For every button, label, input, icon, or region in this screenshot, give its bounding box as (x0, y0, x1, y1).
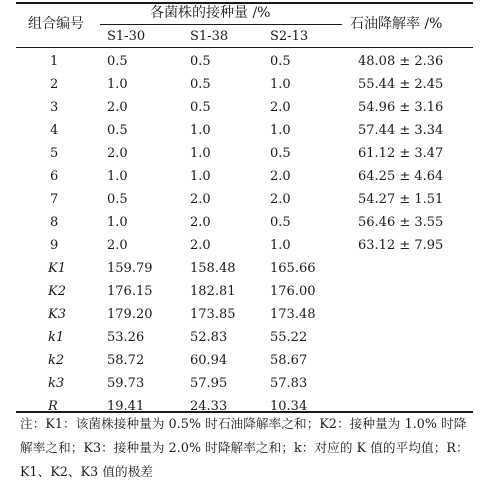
s1-38-cell: 24.33 (190, 399, 228, 414)
s2-13-cell: 57.83 (270, 376, 308, 391)
group-id-cell: 3 (50, 100, 59, 115)
degradation-rate-cell: 54.96 ± 3.16 (358, 100, 444, 115)
strain-header-s1-38: S1-38 (190, 29, 229, 44)
s1-30-cell: 1.0 (107, 215, 128, 230)
statistic-label-cell: k2 (48, 353, 65, 368)
s2-13-cell: 10.34 (270, 399, 308, 414)
s2-13-cell: 2.0 (270, 192, 291, 207)
degradation-rate-cell: 55.44 ± 2.45 (358, 77, 444, 92)
header-bottom-rule (16, 47, 473, 48)
s2-13-cell: 58.67 (270, 353, 308, 368)
degradation-rate-cell: 54.27 ± 1.51 (358, 192, 444, 207)
s1-38-cell: 0.5 (190, 54, 211, 69)
inoculum-amount-header: 各菌株的接种量 /% (150, 5, 271, 21)
group-id-cell: 2 (50, 77, 59, 92)
s2-13-cell: 1.0 (270, 123, 291, 138)
s1-38-cell: 1.0 (190, 146, 211, 161)
group-id-cell: 1 (50, 54, 59, 69)
s1-30-cell: 0.5 (107, 123, 128, 138)
table-footnote: 注：K1：该菌株接种量为 0.5% 时石油降解率之和；K2：接种量为 1.0% 时降解率之和；K3：接种量为 2.0% 时降解率之和；k：对应的 K 值的平均值；R：K1、K2、K3 值的极差 (20, 416, 469, 479)
group-id-cell: 8 (50, 215, 59, 230)
s1-38-cell: 0.5 (190, 100, 211, 115)
degradation-rate-cell: 63.12 ± 7.95 (358, 238, 444, 253)
s1-30-cell: 2.0 (107, 238, 128, 253)
s2-13-cell: 55.22 (270, 330, 308, 345)
s1-30-cell: 176.15 (107, 284, 153, 299)
s2-13-cell: 0.5 (270, 54, 291, 69)
statistic-label-cell: k1 (48, 330, 65, 345)
s2-13-cell: 0.5 (270, 146, 291, 161)
degradation-rate-cell: 61.12 ± 3.47 (358, 146, 444, 161)
s1-38-cell: 52.83 (190, 330, 228, 345)
s1-38-cell: 0.5 (190, 77, 211, 92)
group-id-cell: 9 (50, 238, 59, 253)
s1-30-cell: 58.72 (107, 353, 145, 368)
group-id-cell: 6 (50, 169, 59, 184)
s2-13-cell: 2.0 (270, 169, 291, 184)
group-id-cell: 7 (50, 192, 59, 207)
degradation-rate-cell: 56.46 ± 3.55 (358, 215, 444, 230)
s1-30-cell: 1.0 (107, 77, 128, 92)
statistic-label-cell: K2 (48, 284, 66, 299)
s1-38-cell: 1.0 (190, 169, 211, 184)
s2-13-cell: 0.5 (270, 215, 291, 230)
strain-header-s2-13: S2-13 (270, 29, 309, 44)
s2-13-cell: 2.0 (270, 100, 291, 115)
degradation-rate-header: 石油降解率 /% (350, 16, 443, 32)
strain-header-s1-30: S1-30 (107, 29, 146, 44)
degradation-rate-cell: 48.08 ± 2.36 (358, 54, 444, 69)
s2-13-cell: 1.0 (270, 77, 291, 92)
degradation-rate-cell: 57.44 ± 3.34 (358, 123, 444, 138)
s1-38-cell: 1.0 (190, 123, 211, 138)
s1-30-cell: 0.5 (107, 54, 128, 69)
s2-13-cell: 176.00 (270, 284, 316, 299)
group-id-cell: 5 (50, 146, 59, 161)
statistic-label-cell: R (48, 399, 58, 414)
s1-38-cell: 182.81 (190, 284, 236, 299)
s1-30-cell: 2.0 (107, 146, 128, 161)
s1-38-cell: 60.94 (190, 353, 228, 368)
s1-30-cell: 1.0 (107, 169, 128, 184)
group-id-cell: 4 (50, 123, 59, 138)
s1-30-cell: 53.26 (107, 330, 145, 345)
s2-13-cell: 165.66 (270, 261, 316, 276)
s1-30-cell: 0.5 (107, 192, 128, 207)
group-number-header: 组合编号 (28, 16, 84, 32)
statistic-label-cell: K3 (48, 307, 66, 322)
s2-13-cell: 173.48 (270, 307, 316, 322)
s1-38-cell: 2.0 (190, 192, 211, 207)
s1-38-cell: 158.48 (190, 261, 236, 276)
s1-30-cell: 59.73 (107, 376, 145, 391)
s1-30-cell: 179.20 (107, 307, 153, 322)
statistic-label-cell: K1 (48, 261, 66, 276)
s1-38-cell: 2.0 (190, 238, 211, 253)
s1-30-cell: 2.0 (107, 100, 128, 115)
statistic-label-cell: k3 (48, 376, 65, 391)
strain-header-rule (100, 24, 342, 25)
s1-38-cell: 2.0 (190, 215, 211, 230)
s1-38-cell: 57.95 (190, 376, 228, 391)
top-rule (16, 2, 473, 4)
s1-38-cell: 173.85 (190, 307, 236, 322)
s2-13-cell: 1.0 (270, 238, 291, 253)
degradation-rate-cell: 64.25 ± 4.64 (358, 169, 444, 184)
s1-30-cell: 159.79 (107, 261, 153, 276)
s1-30-cell: 19.41 (107, 399, 145, 414)
